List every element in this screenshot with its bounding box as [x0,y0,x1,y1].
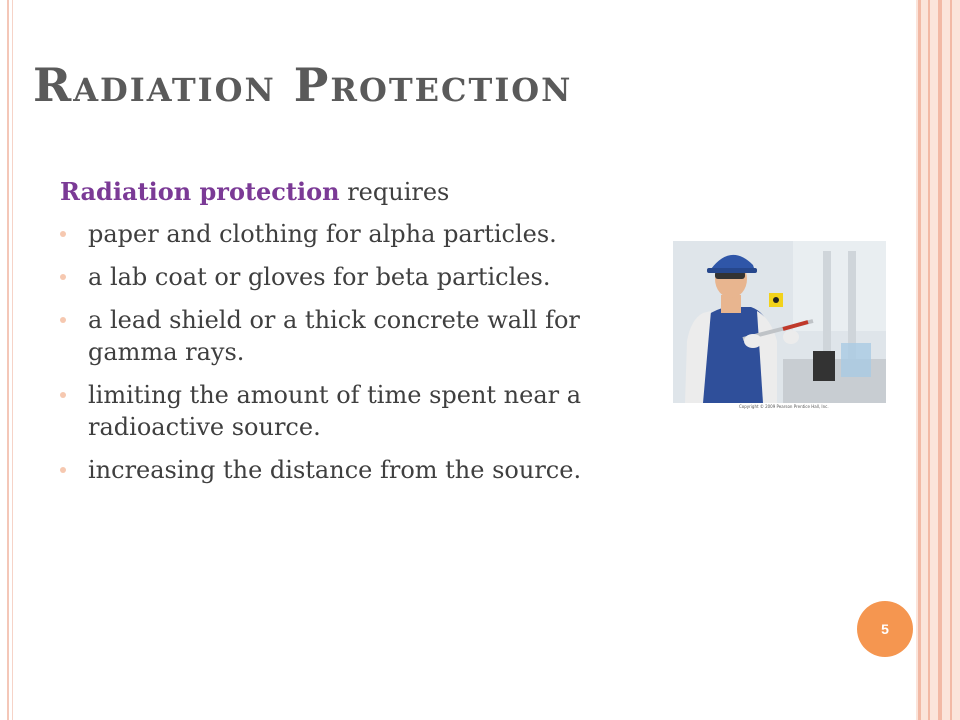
slide-title: Radiation Protection [33,58,573,112]
intro-line [60,176,660,208]
bullet-item [60,261,660,293]
page-number-badge: 5 [857,601,913,657]
bullet-dot-icon [60,392,66,398]
left-border-line [7,0,9,720]
border-stripe [928,0,930,720]
border-stripe [938,0,942,720]
border-stripe [918,0,921,720]
bullet-text: limiting the amount of time spent near a radioactive source. [88,381,582,441]
bullet-dot-icon [60,317,66,323]
slide-body [60,176,660,497]
bullet-item [60,304,660,368]
bullet-text: a lead shield or a thick concrete wall for gamma rays. [88,306,580,366]
bullet-dot-icon [60,274,66,280]
bullet-list [60,218,660,486]
bullet-item [60,218,660,250]
intro-rest: requires [339,178,450,206]
bullet-text: paper and clothing for alpha particles. [88,220,557,248]
bullet-item [60,379,660,443]
lab-worker-photo [673,241,886,403]
image-caption: Copyright © 2009 Pearson Prentice Hall, Inc. [739,404,829,409]
intro-emphasis: Radiation protection [60,177,340,206]
bullet-text: a lab coat or gloves for beta particles. [88,263,551,291]
border-stripe [950,0,952,720]
bullet-text: increasing the distance from the source. [88,456,582,484]
bullet-dot-icon [60,467,66,473]
right-decorative-border [916,0,960,720]
left-border-line-inner [12,0,13,720]
bullet-item [60,454,660,486]
bullet-dot-icon [60,231,66,237]
